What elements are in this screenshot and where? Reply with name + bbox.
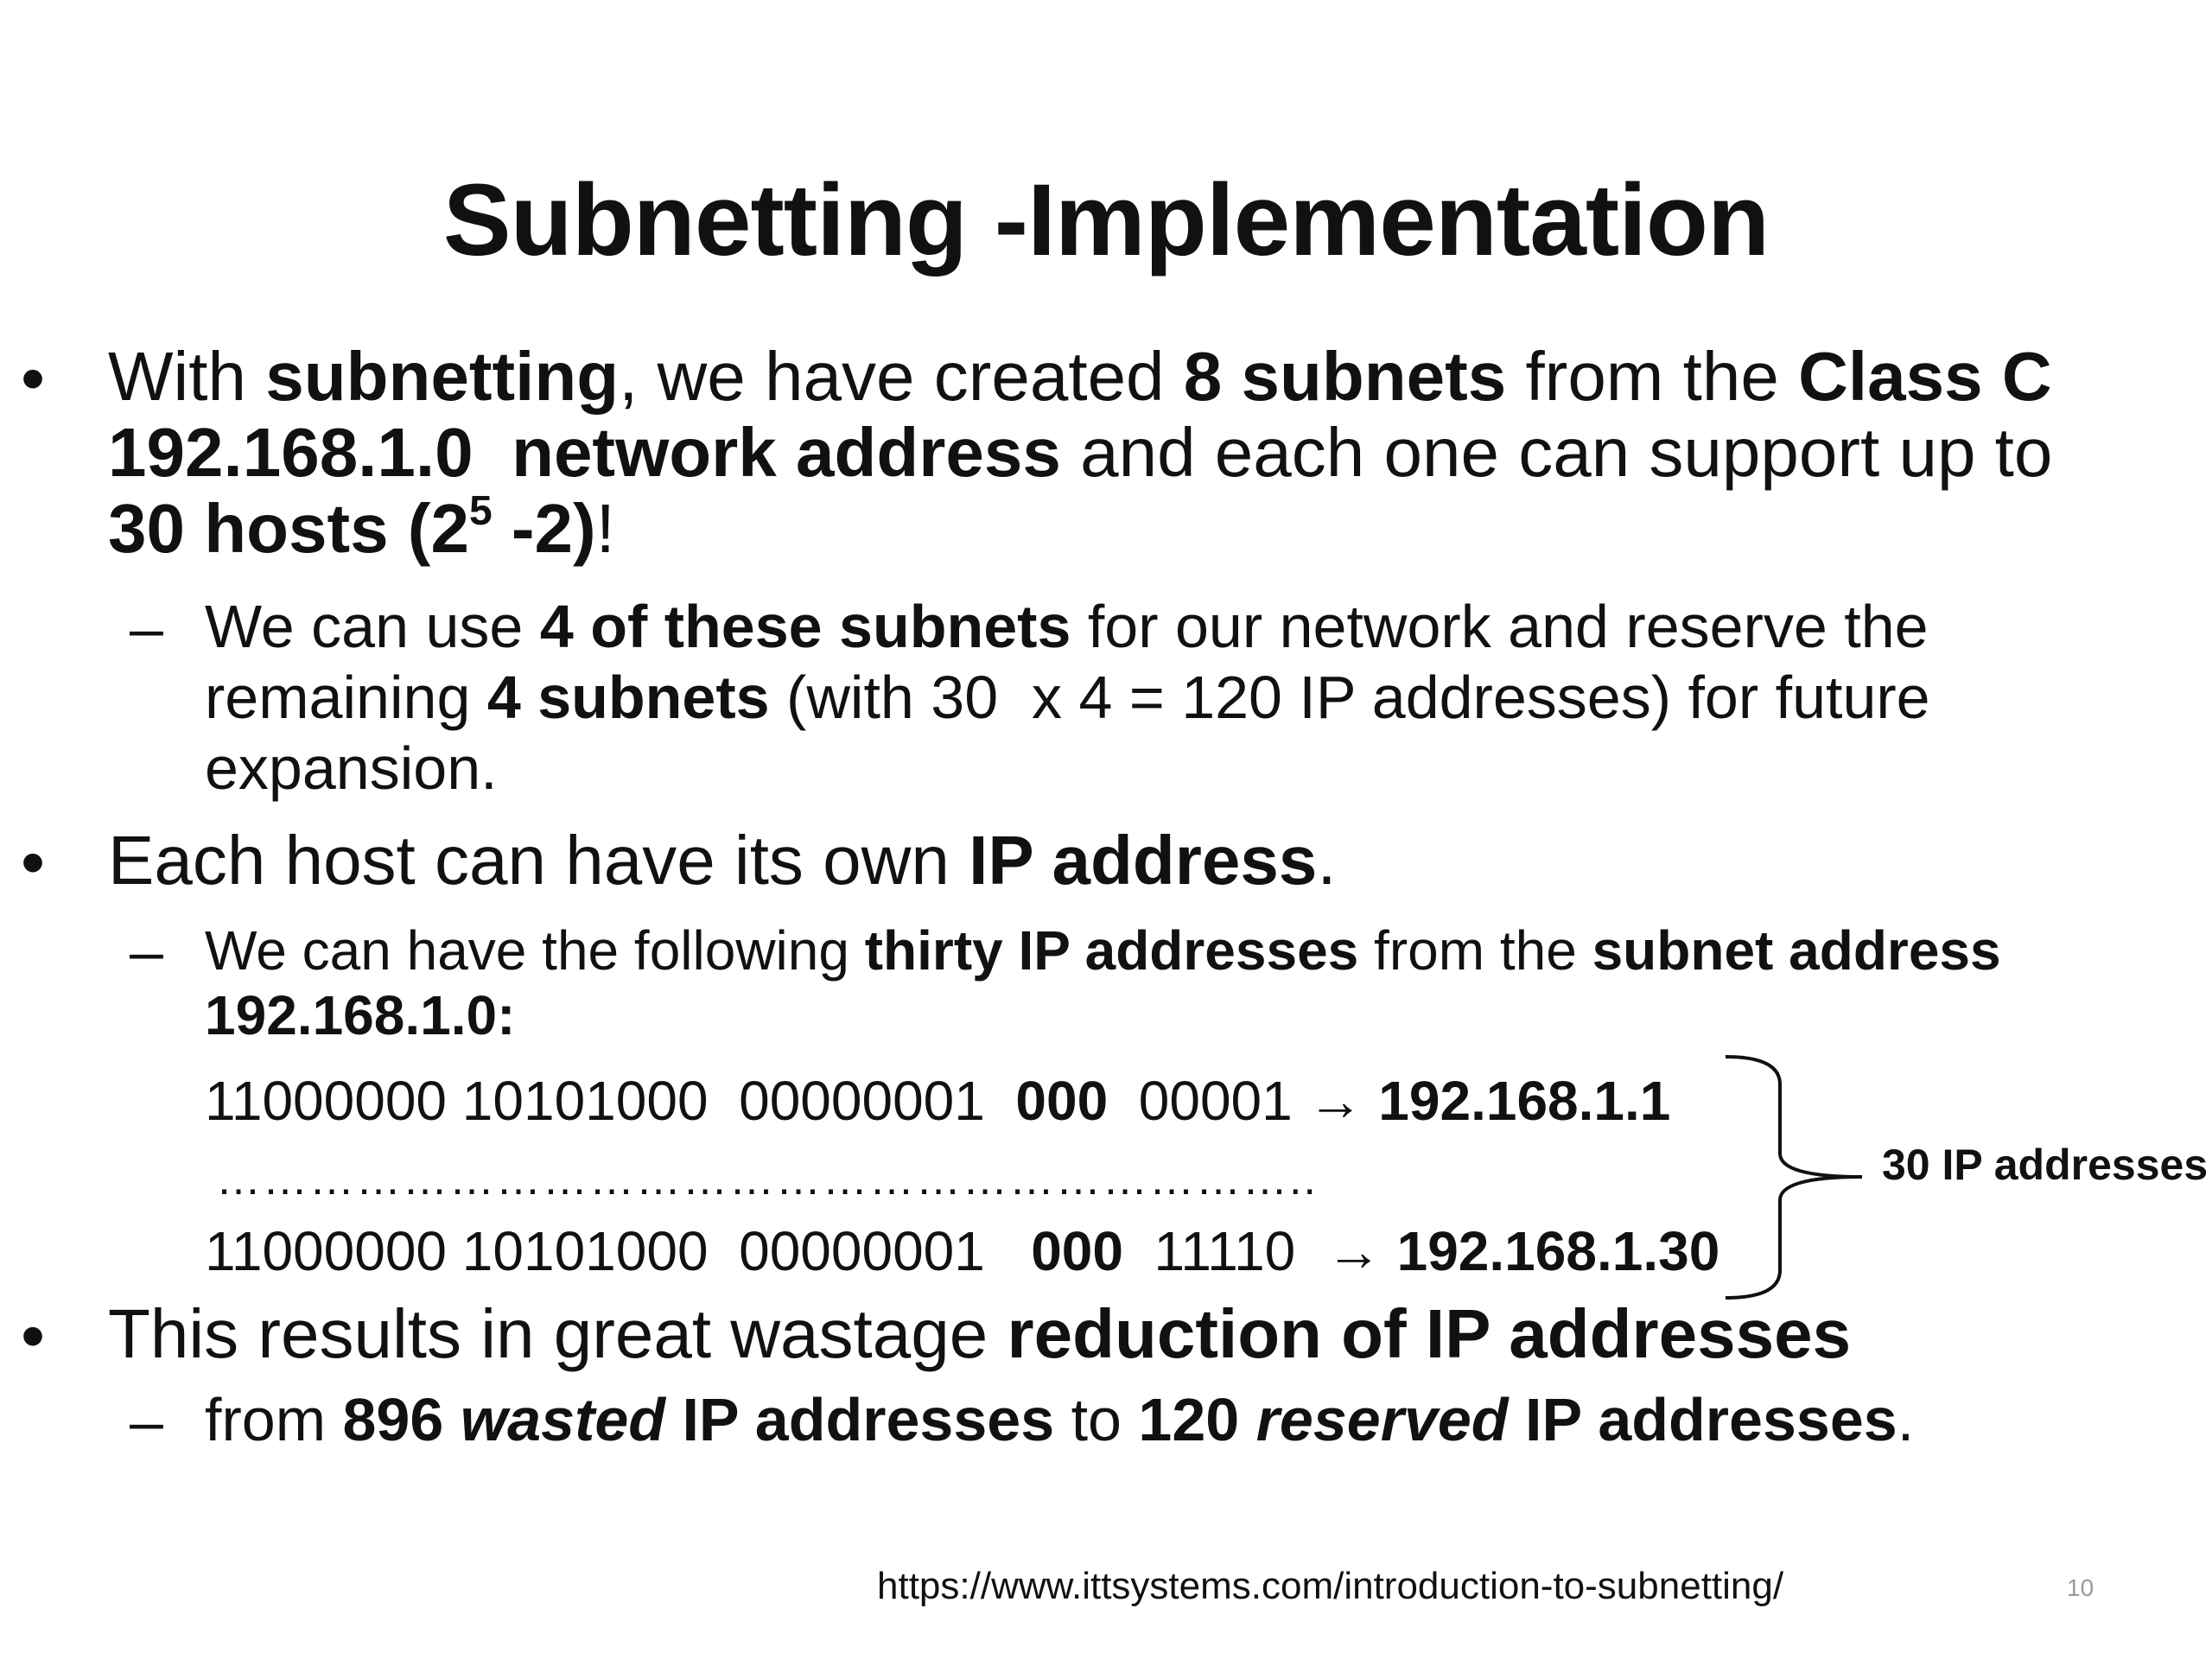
text: (with 30 x 4 = 120 IP addresses) for future xyxy=(769,664,1930,731)
sub-bullet-2-line-2 xyxy=(205,982,515,1048)
text-bold: IP addresses xyxy=(1508,1386,1897,1453)
text-bold xyxy=(108,487,596,567)
binary-row-last xyxy=(205,1218,1719,1284)
arrow-right-icon: → xyxy=(1325,1220,1382,1282)
bullet-marker: • xyxy=(21,1297,46,1374)
sub-bullet-1-line-1 xyxy=(205,591,1929,662)
page-number: 10 xyxy=(2067,1574,2094,1601)
host-bits: 11110 xyxy=(1122,1220,1326,1282)
text: With xyxy=(108,338,266,415)
bullet-1-line-3 xyxy=(108,489,615,569)
dash-marker: – xyxy=(130,1388,163,1455)
sub-bullet-3 xyxy=(205,1384,1914,1455)
text: . xyxy=(1897,1386,1915,1453)
bullet-1-line-2 xyxy=(108,413,2052,493)
text: 30 hosts (2 xyxy=(108,490,469,567)
superscript: 5 xyxy=(468,487,493,534)
text-bold: 192.168.1.0 network address xyxy=(108,414,1061,491)
text: Each host can have its own xyxy=(108,822,969,899)
text-bold: 120 xyxy=(1138,1386,1256,1453)
text-bold-italic: reserved xyxy=(1255,1386,1509,1453)
bullet-1-line-1 xyxy=(108,337,2052,416)
slide-title: Subnetting -Implementation xyxy=(442,163,1770,277)
text-bold: 4 subnets xyxy=(486,664,770,731)
sub-bullet-2-line-1 xyxy=(205,918,2001,983)
text: to xyxy=(1054,1386,1139,1453)
text-bold: 192.168.1.0: xyxy=(205,984,516,1046)
ip-address: 192.168.1.1 xyxy=(1378,1070,1671,1132)
text: , we have created xyxy=(619,338,1184,415)
bullet-2 xyxy=(108,821,1337,900)
text-bold: 4 of these subnets xyxy=(539,593,1071,660)
text-bold: IP address xyxy=(969,822,1318,899)
text: for our network and reserve the xyxy=(1071,593,1929,660)
ellipsis-row: …………………………………………………………….. xyxy=(216,1154,1318,1205)
text: -2) xyxy=(492,490,596,567)
binary-row-first xyxy=(205,1068,1670,1134)
sub-bullet-1-line-3: expansion. xyxy=(205,734,498,802)
sub-bullet-1-line-2 xyxy=(205,662,1930,733)
bullet-3 xyxy=(108,1294,1851,1374)
text: This results in great wastage xyxy=(108,1295,1007,1372)
text: and each one can support up to xyxy=(1060,414,2053,491)
binary-octets: 11000000 10101000 00000001 xyxy=(205,1070,1016,1132)
text: ! xyxy=(595,490,615,567)
dash-marker: – xyxy=(130,594,163,662)
reference-url: https://www.ittsystems.com/introduction-to-subnetting/ xyxy=(877,1565,1784,1607)
curly-brace-icon xyxy=(1715,1050,1871,1309)
text-bold: reduction of IP addresses xyxy=(1007,1295,1852,1372)
dash-marker: – xyxy=(130,918,163,985)
bullet-marker: • xyxy=(21,823,46,900)
text: We can have the following xyxy=(205,919,865,982)
binary-octets: 11000000 10101000 00000001 xyxy=(205,1220,1032,1282)
text: from the xyxy=(1358,919,1592,982)
text-bold: Class C xyxy=(1798,338,2052,415)
text-bold: subnet address xyxy=(1592,919,2001,982)
text-bold: 8 subnets xyxy=(1183,338,1507,415)
text-bold: 896 xyxy=(342,1386,461,1453)
text-bold-italic: wasted xyxy=(460,1386,666,1453)
host-bits: 00001 xyxy=(1108,1070,1308,1132)
arrow-right-icon: → xyxy=(1307,1070,1363,1132)
subnet-bits: 000 xyxy=(1031,1220,1123,1282)
bullet-marker: • xyxy=(21,340,46,416)
brace-label: 30 IP addresses xyxy=(1882,1141,2209,1189)
ip-address: 192.168.1.30 xyxy=(1396,1220,1720,1282)
text: . xyxy=(1317,822,1337,899)
text: remaining xyxy=(205,664,487,731)
text: from xyxy=(205,1386,343,1453)
text-bold: IP addresses xyxy=(665,1386,1055,1453)
text-bold: subnetting xyxy=(265,338,620,415)
subnet-bits: 000 xyxy=(1015,1070,1109,1132)
text: from the xyxy=(1506,338,1799,415)
text: We can use xyxy=(205,593,540,660)
text-bold: thirty IP addresses xyxy=(864,919,1359,982)
